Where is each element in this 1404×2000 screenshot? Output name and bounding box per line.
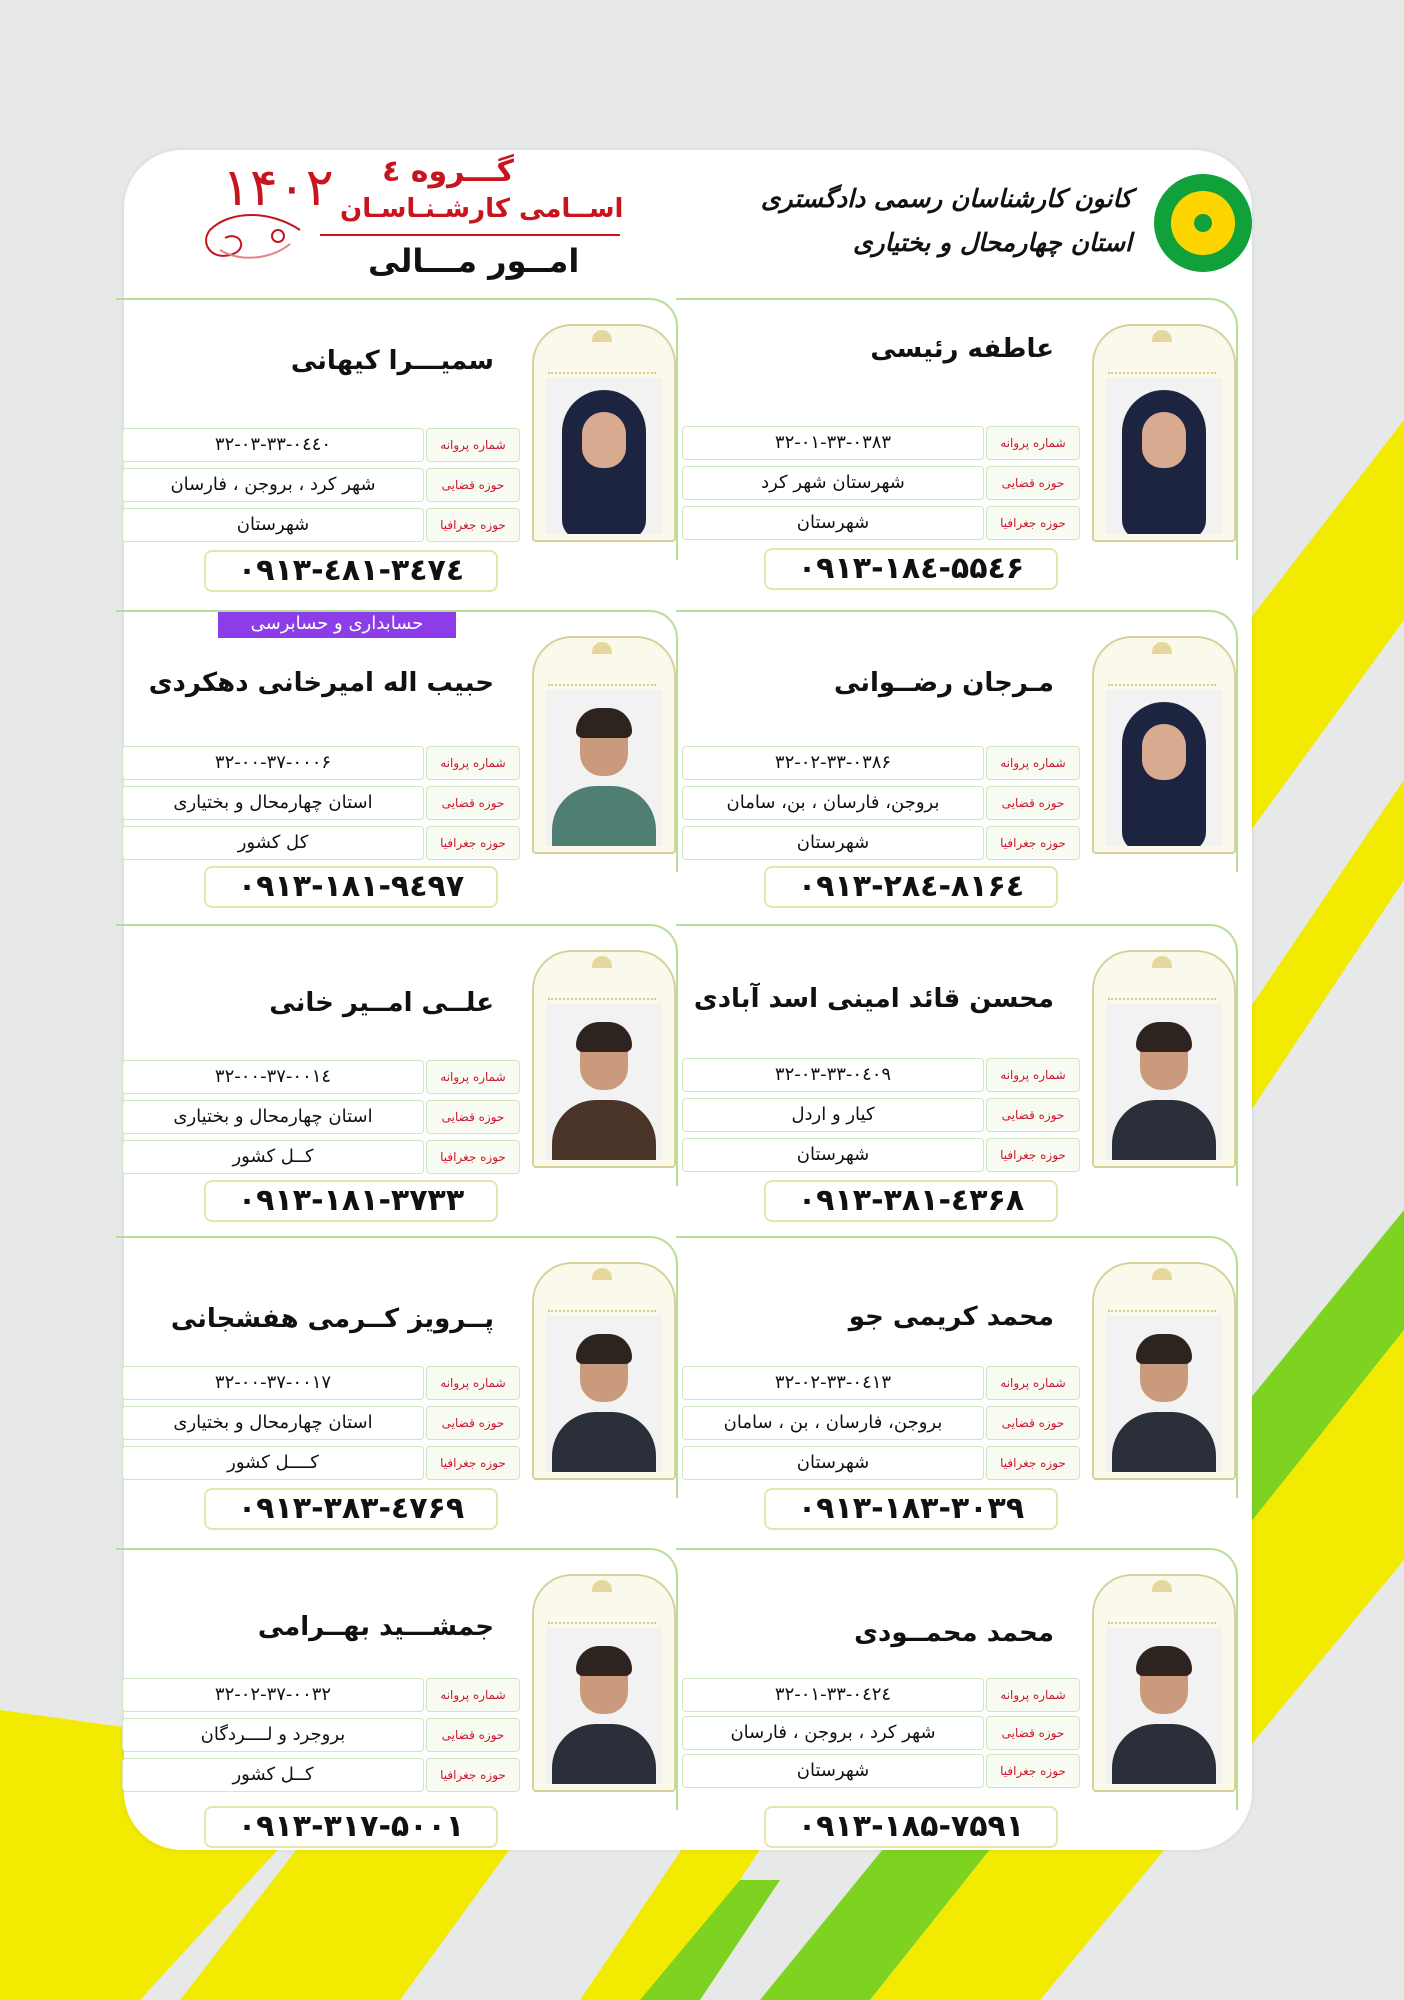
expert-name: محمد محمــودی (854, 1618, 1054, 1648)
judicial-area: بروجرد و لــــردگان (122, 1718, 424, 1752)
geo-label: حوزه جغرافیا (426, 508, 520, 542)
expert-name: جمشـــید بهــرامی (257, 1612, 494, 1642)
geo-area: کــل کشور (122, 1140, 424, 1174)
expert-card (116, 298, 676, 588)
expert-name: محمد کریمی جو (848, 1302, 1054, 1332)
judicial-label: حوزه قضایی (986, 786, 1080, 820)
phone-number: ۰۹۱۳-۱۸۵-۷۵۹۱ (764, 1806, 1058, 1848)
geo-area: کــــل کشور (122, 1446, 424, 1480)
expert-card (116, 1236, 676, 1526)
geo-area: شهرستان (682, 1446, 984, 1480)
geo-label: حوزه جغرافیا (986, 1138, 1080, 1172)
geo-label: حوزه جغرافیا (986, 1754, 1080, 1788)
judicial-label: حوزه قضایی (426, 1718, 520, 1752)
judicial-label: حوزه قضایی (426, 786, 520, 820)
photo-frame (532, 636, 676, 854)
geo-label: حوزه جغرافیا (986, 1446, 1080, 1480)
geo-area: شهرستان (682, 1138, 984, 1172)
portrait-photo (546, 1628, 662, 1784)
geo-label: حوزه جغرافیا (986, 826, 1080, 860)
judicial-area: استان چهارمحال و بختیاری (122, 1100, 424, 1134)
judicial-area: شهر کرد ، بروجن ، فارسان (122, 468, 424, 502)
geo-area: شهرستان (682, 506, 984, 540)
group-number: گـــروه ٤ (382, 154, 514, 189)
license-number: ۳۲-۰۲-۳۳-۰٤۱۳ (682, 1366, 984, 1400)
judicial-area: شهرستان شهر کرد (682, 466, 984, 500)
judicial-label: حوزه قضایی (986, 1098, 1080, 1132)
organization-province: استان چهارمحال و بختیاری (852, 228, 1132, 257)
expert-name: حبیب اله امیرخانی دهکردی (148, 668, 494, 698)
photo-frame (1092, 324, 1236, 542)
portrait-photo (1106, 1004, 1222, 1160)
judicial-area: بروجن، فارسان ، بن ، سامان (682, 1406, 984, 1440)
portrait-photo (546, 1316, 662, 1472)
specialty-badge: حسابداری و حسابرسی (218, 610, 456, 638)
portrait-photo (546, 690, 662, 846)
geo-area: کل کشور (122, 826, 424, 860)
organization-logo-icon (1154, 174, 1252, 272)
expert-card (116, 610, 676, 904)
license-number: ۳۲-۰۰-۳۷-۰۰۱٤ (122, 1060, 424, 1094)
portrait-photo (1106, 1628, 1222, 1784)
license-number: ۳۲-۰۱-۳۳-۰٤۲٤ (682, 1678, 984, 1712)
phone-number: ۰۹۱۳-۲۸٤-۸۱۶٤ (764, 866, 1058, 908)
license-label: شماره پروانه (986, 1058, 1080, 1092)
expert-name: عاطفه رئیسی (870, 334, 1054, 364)
expert-name: علــی امــیر خانی (269, 988, 494, 1018)
expert-card (676, 610, 1236, 904)
photo-frame (532, 950, 676, 1168)
portrait-photo (1106, 378, 1222, 534)
expert-name: محسن قائد امینی اسد آبادی (693, 984, 1054, 1014)
photo-frame (1092, 950, 1236, 1168)
judicial-label: حوزه قضایی (426, 1100, 520, 1134)
license-label: شماره پروانه (426, 1678, 520, 1712)
photo-frame (1092, 636, 1236, 854)
geo-label: حوزه جغرافیا (426, 826, 520, 860)
judicial-area: کیار و اردل (682, 1098, 984, 1132)
photo-frame (532, 1574, 676, 1792)
phone-number: ۰۹۱۳-۳۸۱-٤۳۶۸ (764, 1180, 1058, 1222)
license-label: شماره پروانه (986, 1678, 1080, 1712)
portrait-photo (546, 1004, 662, 1160)
license-number: ۳۲-۰۰-۳۷-۰۰۰۶ (122, 746, 424, 780)
expert-card (116, 924, 676, 1218)
organization-brand (732, 170, 1252, 290)
photo-frame (1092, 1262, 1236, 1480)
names-title: اســامی کارشـنـاسـان (340, 194, 624, 224)
geo-label: حوزه جغرافیا (426, 1140, 520, 1174)
expert-card (676, 924, 1236, 1218)
license-label: شماره پروانه (986, 746, 1080, 780)
license-number: ۳۲-۰۰-۳۷-۰۰۱۷ (122, 1366, 424, 1400)
portrait-photo (1106, 1316, 1222, 1472)
photo-frame (532, 1262, 676, 1480)
license-label: شماره پروانه (986, 1366, 1080, 1400)
license-label: شماره پروانه (426, 428, 520, 462)
title-divider (320, 234, 620, 236)
license-label: شماره پروانه (986, 426, 1080, 460)
phone-number: ۰۹۱۳-٤۸۱-۳٤۷٤ (204, 550, 498, 592)
phone-number: ۰۹۱۳-۱۸۱-۹٤۹۷ (204, 866, 498, 908)
portrait-photo (1106, 690, 1222, 846)
license-label: شماره پروانه (426, 746, 520, 780)
license-number: ۳۲-۰۲-۳۷-۰۰۳۲ (122, 1678, 424, 1712)
license-number: ۳۲-۰۳-۳۳-۰٤۰۹ (682, 1058, 984, 1092)
license-label: شماره پروانه (426, 1060, 520, 1094)
phone-number: ۰۹۱۳-۱۸۳-۳۰۳۹ (764, 1488, 1058, 1530)
phone-number: ۰۹۱۳-۳۱۷-۵۰۰۱ (204, 1806, 498, 1848)
phone-number: ۰۹۱۳-۱۸٤-۵۵٤۶ (764, 548, 1058, 590)
judicial-label: حوزه قضایی (426, 1406, 520, 1440)
organization-name: کانون کارشناسان رسمی دادگستری (760, 184, 1132, 213)
geo-label: حوزه جغرافیا (426, 1758, 520, 1792)
photo-frame (532, 324, 676, 542)
year: ۱۴۰۲ (222, 158, 334, 218)
geo-label: حوزه جغرافیا (986, 506, 1080, 540)
expert-card (676, 1236, 1236, 1526)
judicial-area: بروجن، فارسان ، بن، سامان (682, 786, 984, 820)
judicial-area: استان چهارمحال و بختیاری (122, 1406, 424, 1440)
expert-card (116, 1548, 676, 1844)
portrait-photo (546, 378, 662, 534)
expert-name: مـرجان رضــوانی (833, 668, 1054, 698)
geo-area: شهرستان (122, 508, 424, 542)
judicial-area: استان چهارمحال و بختیاری (122, 786, 424, 820)
judicial-label: حوزه قضایی (986, 1716, 1080, 1750)
phone-number: ۰۹۱۳-۳۸۳-٤۷۶۹ (204, 1488, 498, 1530)
expert-name: پــرویز کــرمی هفشجانی (170, 1304, 494, 1334)
judicial-area: شهر کرد ، بروجن ، فارسان (682, 1716, 984, 1750)
geo-label: حوزه جغرافیا (426, 1446, 520, 1480)
geo-area: کــل کشور (122, 1758, 424, 1792)
expert-name: سمیـــرا کیهانی (290, 346, 494, 376)
license-number: ۳۲-۰۲-۳۳-۰۳۸۶ (682, 746, 984, 780)
license-number: ۳۲-۰۱-۳۳-۰۳۸۳ (682, 426, 984, 460)
photo-frame (1092, 1574, 1236, 1792)
phone-number: ۰۹۱۳-۱۸۱-۳۷۳۳ (204, 1180, 498, 1222)
license-number: ۳۲-۰۳-۳۳-۰٤٤۰ (122, 428, 424, 462)
expert-card (676, 1548, 1236, 1844)
judicial-label: حوزه قضایی (426, 468, 520, 502)
expert-card (676, 298, 1236, 588)
geo-area: شهرستان (682, 826, 984, 860)
title-block (190, 150, 630, 290)
judicial-label: حوزه قضایی (986, 1406, 1080, 1440)
judicial-label: حوزه قضایی (986, 466, 1080, 500)
category-title: امــور مـــالی (368, 242, 580, 280)
geo-area: شهرستان (682, 1754, 984, 1788)
license-label: شماره پروانه (426, 1366, 520, 1400)
